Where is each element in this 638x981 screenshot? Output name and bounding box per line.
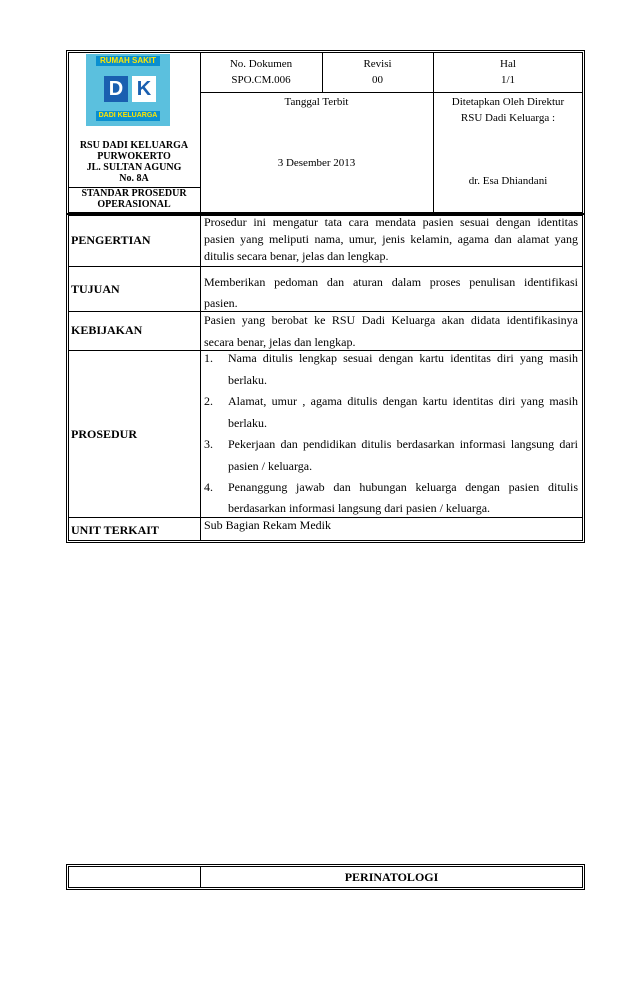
- kebijakan-line: Pasien yang berobat ke RSU Dadi Keluarga akan didata identifikasinya: [204, 313, 578, 327]
- tujuan-line: Memberikan pedoman dan aturan dalam proses penulisan identifikasi: [204, 275, 578, 289]
- doc-number-value: SPO.CM.006: [231, 74, 291, 86]
- prosedur-item-text: Penanggung jawab dan hubungan keluarga dengan pasien ditulis: [228, 480, 578, 494]
- approved-by-label-2: RSU Dadi Keluarga :: [460, 112, 556, 124]
- doc-number-label: No. Dokumen: [229, 58, 293, 70]
- header-divider: [200, 92, 583, 93]
- issue-date-label: Tanggal Terbit: [284, 96, 349, 108]
- tujuan-label: TUJUAN: [71, 282, 120, 296]
- unit-terkait-label: UNIT TERKAIT: [71, 523, 159, 537]
- approved-by-name: dr. Esa Dhiandani: [468, 175, 548, 187]
- logo-bottom-text: DADI KELUARGA: [96, 111, 160, 121]
- hospital-number: No. 8A: [119, 173, 149, 184]
- content-divider: [200, 215, 201, 541]
- page-value: 1/1: [500, 74, 516, 86]
- content-divider: [68, 266, 583, 267]
- prosedur-item-text: Alamat, umur , agama ditulis dengan kartu identitas diri yang masih: [228, 394, 578, 408]
- prosedur-item-number: 2.: [204, 394, 213, 408]
- prosedur-item-text: berlaku.: [228, 416, 267, 430]
- prosedur-item-number: 4.: [204, 480, 213, 494]
- issue-date-value: 3 Desember 2013: [277, 157, 356, 169]
- approved-by-label: Ditetapkan Oleh Direktur: [451, 96, 565, 108]
- logo-letter-d: D: [104, 76, 128, 102]
- logo-top-text: RUMAH SAKIT: [96, 56, 160, 66]
- pengertian-line: ditulis secara benar, jelas dan lengkap.: [204, 249, 389, 263]
- prosedur-item-text: pasien / keluarga.: [228, 459, 313, 473]
- revision-label: Revisi: [363, 58, 392, 70]
- prosedur-item-text: Pekerjaan dan pendidikan ditulis berdasarkan informasi langsung dari: [228, 437, 578, 451]
- pengertian-label: PENGERTIAN: [71, 233, 151, 247]
- prosedur-item-text: Nama ditulis lengkap sesuai dengan kartu identitas diri yang masih: [228, 351, 578, 365]
- doc-type-line1: STANDAR PROSEDUR: [81, 188, 187, 199]
- prosedur-label: PROSEDUR: [71, 427, 138, 441]
- pengertian-line: Prosedur ini mengatur tata cara mendata pasien sesuai dengan identitas: [204, 215, 578, 229]
- footer-title: PERINATOLOGI: [344, 870, 439, 884]
- kebijakan-label: KEBIJAKAN: [71, 323, 143, 337]
- kebijakan-line: secara benar, jelas dan lengkap.: [204, 335, 356, 349]
- revision-value: 00: [372, 74, 383, 86]
- pengertian-line: pasien yang meliputi nama, umur, jenis kelamin, agama dan alamat yang: [204, 232, 578, 246]
- logo-letter-k: K: [132, 76, 156, 102]
- unit-terkait-value: Sub Bagian Rekam Medik: [204, 518, 331, 532]
- page-label: Hal: [500, 58, 516, 70]
- hospital-street: JL. SULTAN AGUNG: [86, 162, 182, 173]
- hospital-logo: [86, 54, 170, 126]
- doc-type-line2: OPERASIONAL: [97, 199, 171, 210]
- prosedur-item-number: 1.: [204, 351, 213, 365]
- hospital-name: RSU DADI KELUARGA: [79, 140, 189, 151]
- tujuan-line: pasien.: [204, 296, 238, 310]
- hospital-city: PURWOKERTO: [97, 151, 171, 162]
- prosedur-item-text: berdasarkan informasi langsung dari pasien / keluarga.: [228, 501, 491, 515]
- prosedur-item-number: 3.: [204, 437, 213, 451]
- prosedur-item-text: berlaku.: [228, 373, 267, 387]
